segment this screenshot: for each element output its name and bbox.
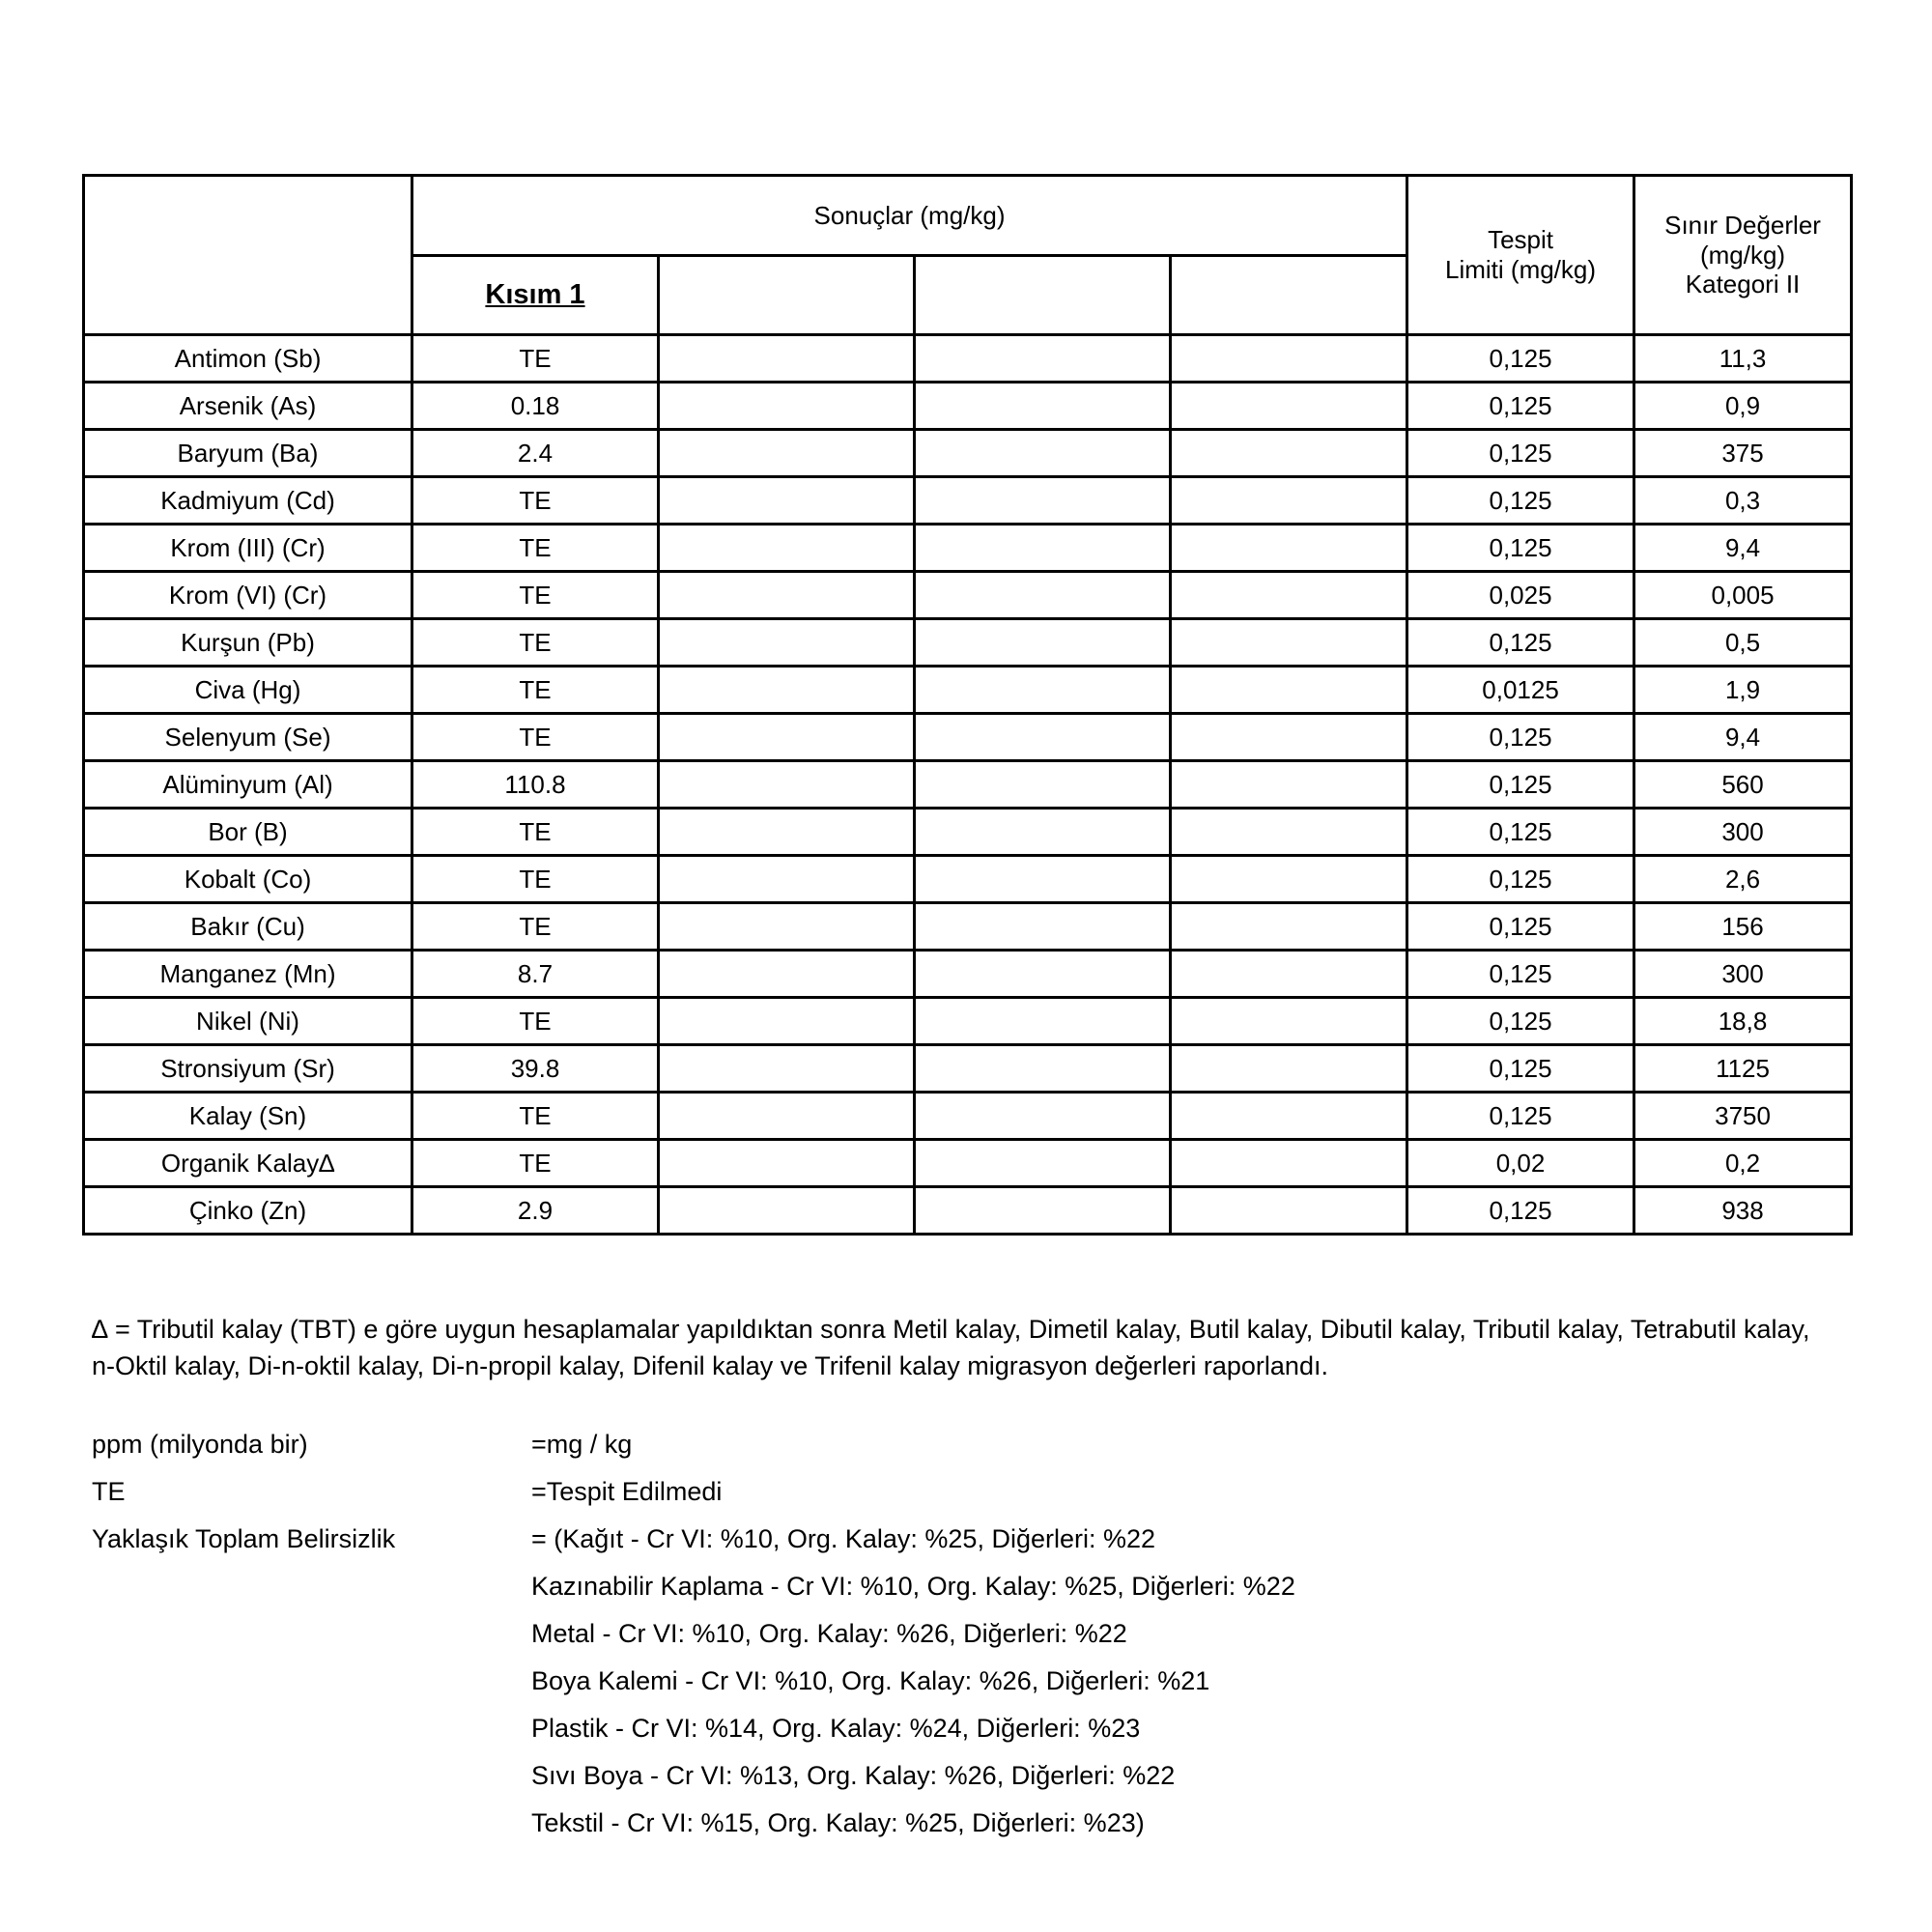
cell-result-4 [1171, 1187, 1407, 1235]
cell-result-4 [1171, 383, 1407, 430]
legend-value: =Tespit Edilmedi [531, 1476, 723, 1506]
cell-result-4 [1171, 1140, 1407, 1187]
cell-part1-value: TE [412, 1140, 659, 1187]
cell-result-4 [1171, 525, 1407, 572]
cell-part1-value: TE [412, 998, 659, 1045]
cell-analyte-name: Bor (B) [84, 809, 412, 856]
cell-result-4 [1171, 809, 1407, 856]
table-row [84, 572, 1852, 619]
legend-value: =mg / kg [531, 1429, 633, 1459]
cell-part1-value: TE [412, 1093, 659, 1140]
header-detection-limit-line2: Limiti (mg/kg) [1445, 255, 1597, 284]
table-row [84, 856, 1852, 903]
legend-subline: Plastik - Cr VI: %14, Org. Kalay: %24, Diğerleri: %23 [531, 1713, 1141, 1743]
cell-result-3 [915, 998, 1171, 1045]
cell-result-2 [659, 1187, 915, 1235]
cell-part1-value: 0.18 [412, 383, 659, 430]
cell-result-4 [1171, 714, 1407, 761]
header-part-1 [412, 256, 659, 335]
cell-result-4 [1171, 335, 1407, 383]
header-detection-limit-line1: Tespit [1488, 225, 1553, 255]
cell-result-2 [659, 998, 915, 1045]
cell-result-4 [1171, 430, 1407, 477]
cell-detection-limit: 0,125 [1407, 998, 1634, 1045]
table-row [84, 430, 1852, 477]
header-results-group: Sonuçlar (mg/kg) [412, 176, 1407, 256]
cell-detection-limit: 0,125 [1407, 951, 1634, 998]
cell-part1-value: TE [412, 856, 659, 903]
cell-result-3 [915, 667, 1171, 714]
cell-analyte-name: Antimon (Sb) [84, 335, 412, 383]
cell-result-2 [659, 761, 915, 809]
table-row [84, 714, 1852, 761]
cell-result-2 [659, 335, 915, 383]
legend-label: ppm (milyonda bir) [92, 1429, 308, 1459]
cell-category2-limit: 0,3 [1634, 477, 1852, 525]
cell-detection-limit: 0,125 [1407, 335, 1634, 383]
cell-part1-value: TE [412, 809, 659, 856]
cell-analyte-name: Krom (VI) (Cr) [84, 572, 412, 619]
cell-part1-value: TE [412, 525, 659, 572]
cell-result-2 [659, 714, 915, 761]
legend-label: Yaklaşık Toplam Belirsizlik [92, 1523, 396, 1553]
cell-detection-limit: 0,125 [1407, 619, 1634, 667]
cell-detection-limit: 0,125 [1407, 525, 1634, 572]
table-row [84, 951, 1852, 998]
cell-result-4 [1171, 951, 1407, 998]
legend-subline: Boya Kalemi - Cr VI: %10, Org. Kalay: %26, Diğerleri: %21 [531, 1665, 1210, 1695]
cell-analyte-name: Kurşun (Pb) [84, 619, 412, 667]
cell-analyte-name: Arsenik (As) [84, 383, 412, 430]
cell-result-3 [915, 903, 1171, 951]
cell-detection-limit: 0,125 [1407, 856, 1634, 903]
cell-result-2 [659, 809, 915, 856]
cell-category2-limit: 300 [1634, 951, 1852, 998]
cell-analyte-name: Kobalt (Co) [84, 856, 412, 903]
legend-subline: Kazınabilir Kaplama - Cr VI: %10, Org. Kalay: %25, Diğerleri: %22 [531, 1571, 1295, 1601]
cell-result-2 [659, 477, 915, 525]
cell-result-4 [1171, 903, 1407, 951]
cell-result-4 [1171, 667, 1407, 714]
header-part-1-label: Kısım 1 [485, 279, 585, 310]
table-row [84, 761, 1852, 809]
cell-part1-value: TE [412, 714, 659, 761]
cell-result-4 [1171, 998, 1407, 1045]
cell-result-3 [915, 525, 1171, 572]
cell-category2-limit: 1125 [1634, 1045, 1852, 1093]
cell-part1-value: 39.8 [412, 1045, 659, 1093]
cell-part1-value: TE [412, 619, 659, 667]
table-row [84, 335, 1852, 383]
cell-result-3 [915, 430, 1171, 477]
table-row [84, 1140, 1852, 1187]
cell-analyte-name: Çinko (Zn) [84, 1187, 412, 1235]
cell-result-2 [659, 667, 915, 714]
header-result-col-3 [915, 256, 1171, 335]
table-row [84, 383, 1852, 430]
cell-category2-limit: 2,6 [1634, 856, 1852, 903]
legend-subline: Metal - Cr VI: %10, Org. Kalay: %26, Diğerleri: %22 [531, 1618, 1127, 1648]
cell-result-3 [915, 809, 1171, 856]
cell-result-3 [915, 572, 1171, 619]
table-header [84, 176, 1852, 335]
header-limit-values-line2: (mg/kg) [1699, 240, 1786, 270]
cell-result-3 [915, 714, 1171, 761]
legend-row [92, 1429, 1816, 1459]
legend-label: TE [92, 1476, 126, 1506]
cell-part1-value: TE [412, 477, 659, 525]
cell-analyte-name: Bakır (Cu) [84, 903, 412, 951]
cell-part1-value: TE [412, 572, 659, 619]
cell-detection-limit: 0,125 [1407, 1045, 1634, 1093]
cell-result-3 [915, 335, 1171, 383]
cell-detection-limit: 0,125 [1407, 477, 1634, 525]
cell-category2-limit: 0,9 [1634, 383, 1852, 430]
cell-detection-limit: 0,125 [1407, 903, 1634, 951]
table-row [84, 619, 1852, 667]
cell-result-2 [659, 1045, 915, 1093]
header-row-group [84, 176, 1852, 256]
header-limit-values-line3: Kategori II [1685, 270, 1801, 299]
cell-result-2 [659, 525, 915, 572]
cell-result-3 [915, 383, 1171, 430]
cell-result-4 [1171, 1045, 1407, 1093]
cell-detection-limit: 0,0125 [1407, 667, 1634, 714]
cell-result-2 [659, 951, 915, 998]
cell-result-3 [915, 761, 1171, 809]
cell-result-3 [915, 951, 1171, 998]
cell-result-3 [915, 619, 1171, 667]
cell-analyte-name: Stronsiyum (Sr) [84, 1045, 412, 1093]
cell-part1-value: 2.4 [412, 430, 659, 477]
cell-detection-limit: 0,02 [1407, 1140, 1634, 1187]
header-result-col-2 [659, 256, 915, 335]
table-row [84, 998, 1852, 1045]
cell-category2-limit: 300 [1634, 809, 1852, 856]
cell-result-4 [1171, 477, 1407, 525]
table-row [84, 1093, 1852, 1140]
cell-analyte-name: Baryum (Ba) [84, 430, 412, 477]
cell-result-3 [915, 477, 1171, 525]
cell-result-4 [1171, 1093, 1407, 1140]
cell-part1-value: 8.7 [412, 951, 659, 998]
table-body [84, 335, 1852, 1235]
cell-category2-limit: 1,9 [1634, 667, 1852, 714]
table-row [84, 1045, 1852, 1093]
cell-category2-limit: 18,8 [1634, 998, 1852, 1045]
cell-result-3 [915, 1045, 1171, 1093]
table-row [84, 667, 1852, 714]
header-limit-values [1634, 176, 1852, 335]
cell-result-2 [659, 430, 915, 477]
table-row [84, 1187, 1852, 1235]
header-result-col-4 [1171, 256, 1407, 335]
cell-category2-limit: 938 [1634, 1187, 1852, 1235]
cell-part1-value: TE [412, 335, 659, 383]
header-limit-values-line1: Sınır Değerler [1664, 210, 1821, 240]
cell-category2-limit: 560 [1634, 761, 1852, 809]
cell-detection-limit: 0,125 [1407, 809, 1634, 856]
test-results-table [82, 174, 1853, 1236]
cell-result-3 [915, 1140, 1171, 1187]
cell-category2-limit: 0,2 [1634, 1140, 1852, 1187]
cell-analyte-name: Nikel (Ni) [84, 998, 412, 1045]
cell-analyte-name: Kadmiyum (Cd) [84, 477, 412, 525]
table-row [84, 903, 1852, 951]
cell-part1-value: TE [412, 667, 659, 714]
cell-result-2 [659, 383, 915, 430]
cell-category2-limit: 3750 [1634, 1093, 1852, 1140]
cell-analyte-name: Kalay (Sn) [84, 1093, 412, 1140]
cell-detection-limit: 0,025 [1407, 572, 1634, 619]
header-detection-limit [1407, 176, 1634, 335]
cell-analyte-name: Civa (Hg) [84, 667, 412, 714]
cell-category2-limit: 0,005 [1634, 572, 1852, 619]
delta-footnote: ∆ = Tributil kalay (TBT) e göre uygun hesaplamalar yapıldıktan sonra Metil kalay, Dimetil kalay, Butil kalay, Dibutil kalay, Tributil kalay, Tetrabutil kalay, n-Oktil kalay, Di-n-oktil kalay, Di-n-propil kalay, Difenil kalay ve Trifenil kalay migrasyon değerleri raporlandı. [92, 1315, 1810, 1381]
cell-detection-limit: 0,125 [1407, 761, 1634, 809]
cell-category2-limit: 0,5 [1634, 619, 1852, 667]
cell-category2-limit: 375 [1634, 430, 1852, 477]
cell-category2-limit: 11,3 [1634, 335, 1852, 383]
table-row [84, 525, 1852, 572]
cell-part1-value: 2.9 [412, 1187, 659, 1235]
table-row [84, 809, 1852, 856]
legend-row [92, 1523, 1816, 1553]
cell-result-3 [915, 856, 1171, 903]
legend-row [92, 1476, 1816, 1506]
cell-analyte-name: Alüminyum (Al) [84, 761, 412, 809]
cell-part1-value: TE [412, 903, 659, 951]
table-row [84, 477, 1852, 525]
legend-value: = (Kağıt - Cr VI: %10, Org. Kalay: %25, Diğerleri: %22 [531, 1523, 1156, 1553]
cell-category2-limit: 9,4 [1634, 525, 1852, 572]
cell-result-3 [915, 1187, 1171, 1235]
cell-category2-limit: 156 [1634, 903, 1852, 951]
cell-detection-limit: 0,125 [1407, 1187, 1634, 1235]
cell-part1-value: 110.8 [412, 761, 659, 809]
cell-analyte-name: Krom (III) (Cr) [84, 525, 412, 572]
cell-analyte-name: Manganez (Mn) [84, 951, 412, 998]
cell-detection-limit: 0,125 [1407, 383, 1634, 430]
cell-category2-limit: 9,4 [1634, 714, 1852, 761]
notes-section [82, 1311, 1816, 1385]
cell-result-4 [1171, 856, 1407, 903]
cell-result-3 [915, 1093, 1171, 1140]
cell-detection-limit: 0,125 [1407, 714, 1634, 761]
cell-result-4 [1171, 761, 1407, 809]
cell-result-2 [659, 856, 915, 903]
cell-result-2 [659, 572, 915, 619]
cell-result-2 [659, 1140, 915, 1187]
cell-analyte-name: Organik Kalay∆ [84, 1140, 412, 1187]
cell-result-2 [659, 903, 915, 951]
legend-subline: Sıvı Boya - Cr VI: %13, Org. Kalay: %26, Diğerleri: %22 [531, 1760, 1176, 1790]
cell-analyte-name: Selenyum (Se) [84, 714, 412, 761]
cell-result-4 [1171, 619, 1407, 667]
legend-section [92, 1429, 1816, 1837]
cell-result-2 [659, 619, 915, 667]
cell-result-2 [659, 1093, 915, 1140]
cell-detection-limit: 0,125 [1407, 430, 1634, 477]
cell-detection-limit: 0,125 [1407, 1093, 1634, 1140]
legend-subline: Tekstil - Cr VI: %15, Org. Kalay: %25, Diğerleri: %23) [531, 1807, 1145, 1837]
header-analyte-blank [84, 176, 412, 335]
cell-result-4 [1171, 572, 1407, 619]
